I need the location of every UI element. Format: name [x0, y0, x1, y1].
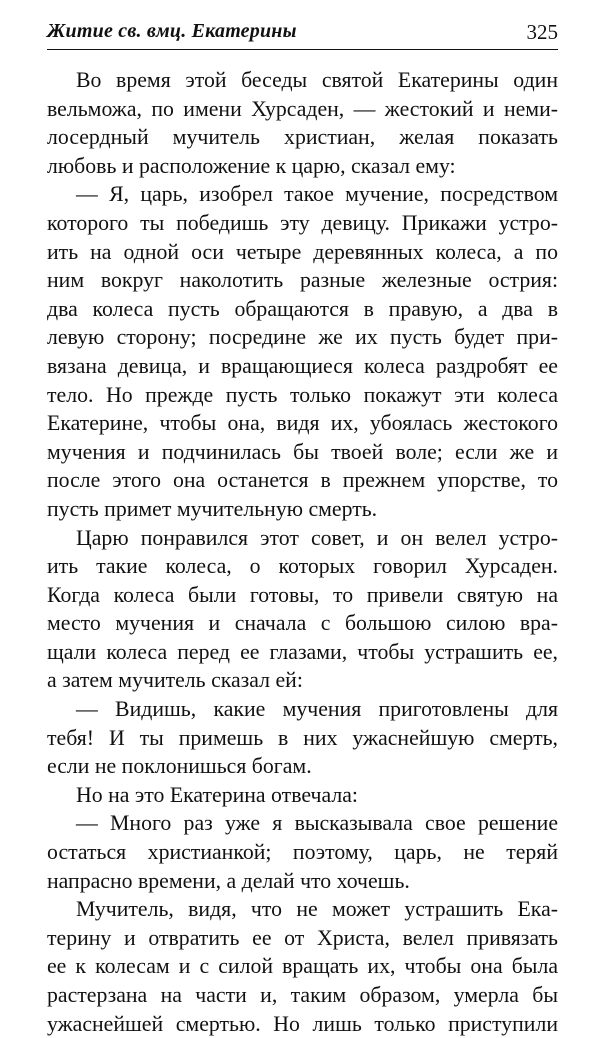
text-line: если не поклонишься богам. [47, 754, 312, 779]
text-line: — Видишь, какие мучения приготовлены для [76, 697, 558, 722]
text-line: остаться христианкой; поэтому, царь, не теряй [47, 840, 558, 865]
text-line: вельможа, по имени Хурсаден, — жестокий и неми- [47, 96, 558, 121]
text-line: после этого она останется в прежнем упорстве, то [47, 468, 558, 493]
text-line: Во время этой беседы святой Екатерины один [76, 68, 558, 92]
text-line: ить такие колеса, о которых говорил Хурсаден. [47, 554, 558, 579]
text-line: ним вокруг наколотить разные железные острия: [47, 268, 558, 293]
text-line: ить на одной оси четыре деревянных колеса, а по [47, 239, 558, 264]
running-title: Житие св. вмц. Екатерины [47, 20, 297, 42]
text-line: — Я, царь, изобрел такое мучение, посредством [76, 182, 558, 207]
body-text [47, 66, 558, 1038]
text-line: Но на это Екатерина отвечала: [76, 782, 358, 807]
running-header [47, 18, 558, 48]
text-line: Царю понравился этот совет, и он велел устро- [76, 525, 558, 550]
text-line: мучения и подчинилась бы твоей воле; если же и [47, 439, 558, 464]
text-line: пусть примет мучительную смерть. [47, 496, 378, 521]
text-line: два колеса пусть обращаются в правую, а два в [47, 296, 558, 321]
text-line: место мучения и сначала с большою силою вра- [47, 611, 558, 636]
text-line: левую сторону; посредине же их пусть будет при- [47, 325, 558, 350]
text-line: ужаснейшей смертью. Но лишь только приступили [47, 1011, 558, 1036]
text-line: ее к колесам и с силой вращать их, чтобы она была [47, 954, 558, 979]
text-line: лосердный мучитель христиан, желая показать [47, 125, 558, 150]
text-line: щали колеса перед ее глазами, чтобы устрашить ее, [47, 639, 558, 664]
text-line: которого ты победишь эту девицу. Прикажи устро- [47, 210, 558, 235]
text-line: терину и отвратить ее от Христа, велел привязать [47, 925, 558, 950]
text-line: — Много раз уже я высказывала свое решение [76, 811, 558, 836]
text-line: Когда колеса были готовы, то привели святую на [47, 582, 558, 607]
text-line: растерзана на части и, таким образом, умерла бы [47, 983, 558, 1007]
text-line: тебя! И ты примешь в них ужаснейшую смерть, [47, 725, 558, 750]
text-line: тело. Но прежде пусть только покажут эти колеса [47, 382, 558, 407]
text-line: Мучитель, видя, что не может устрашить Ека- [76, 897, 558, 922]
header-rule [47, 49, 558, 50]
text-line: любовь и расположение к царю, сказал ему: [47, 153, 456, 178]
text-line: Екатерине, чтобы она, видя их, убоялась жестокого [47, 411, 558, 436]
text-line: вязана девица, и вращающиеся колеса раздробят ее [47, 353, 558, 378]
text-line: а затем мучитель сказал ей: [47, 668, 303, 693]
text-line: напрасно времени, а делай что хочешь. [47, 868, 410, 893]
page-number: 325 [526, 20, 558, 44]
